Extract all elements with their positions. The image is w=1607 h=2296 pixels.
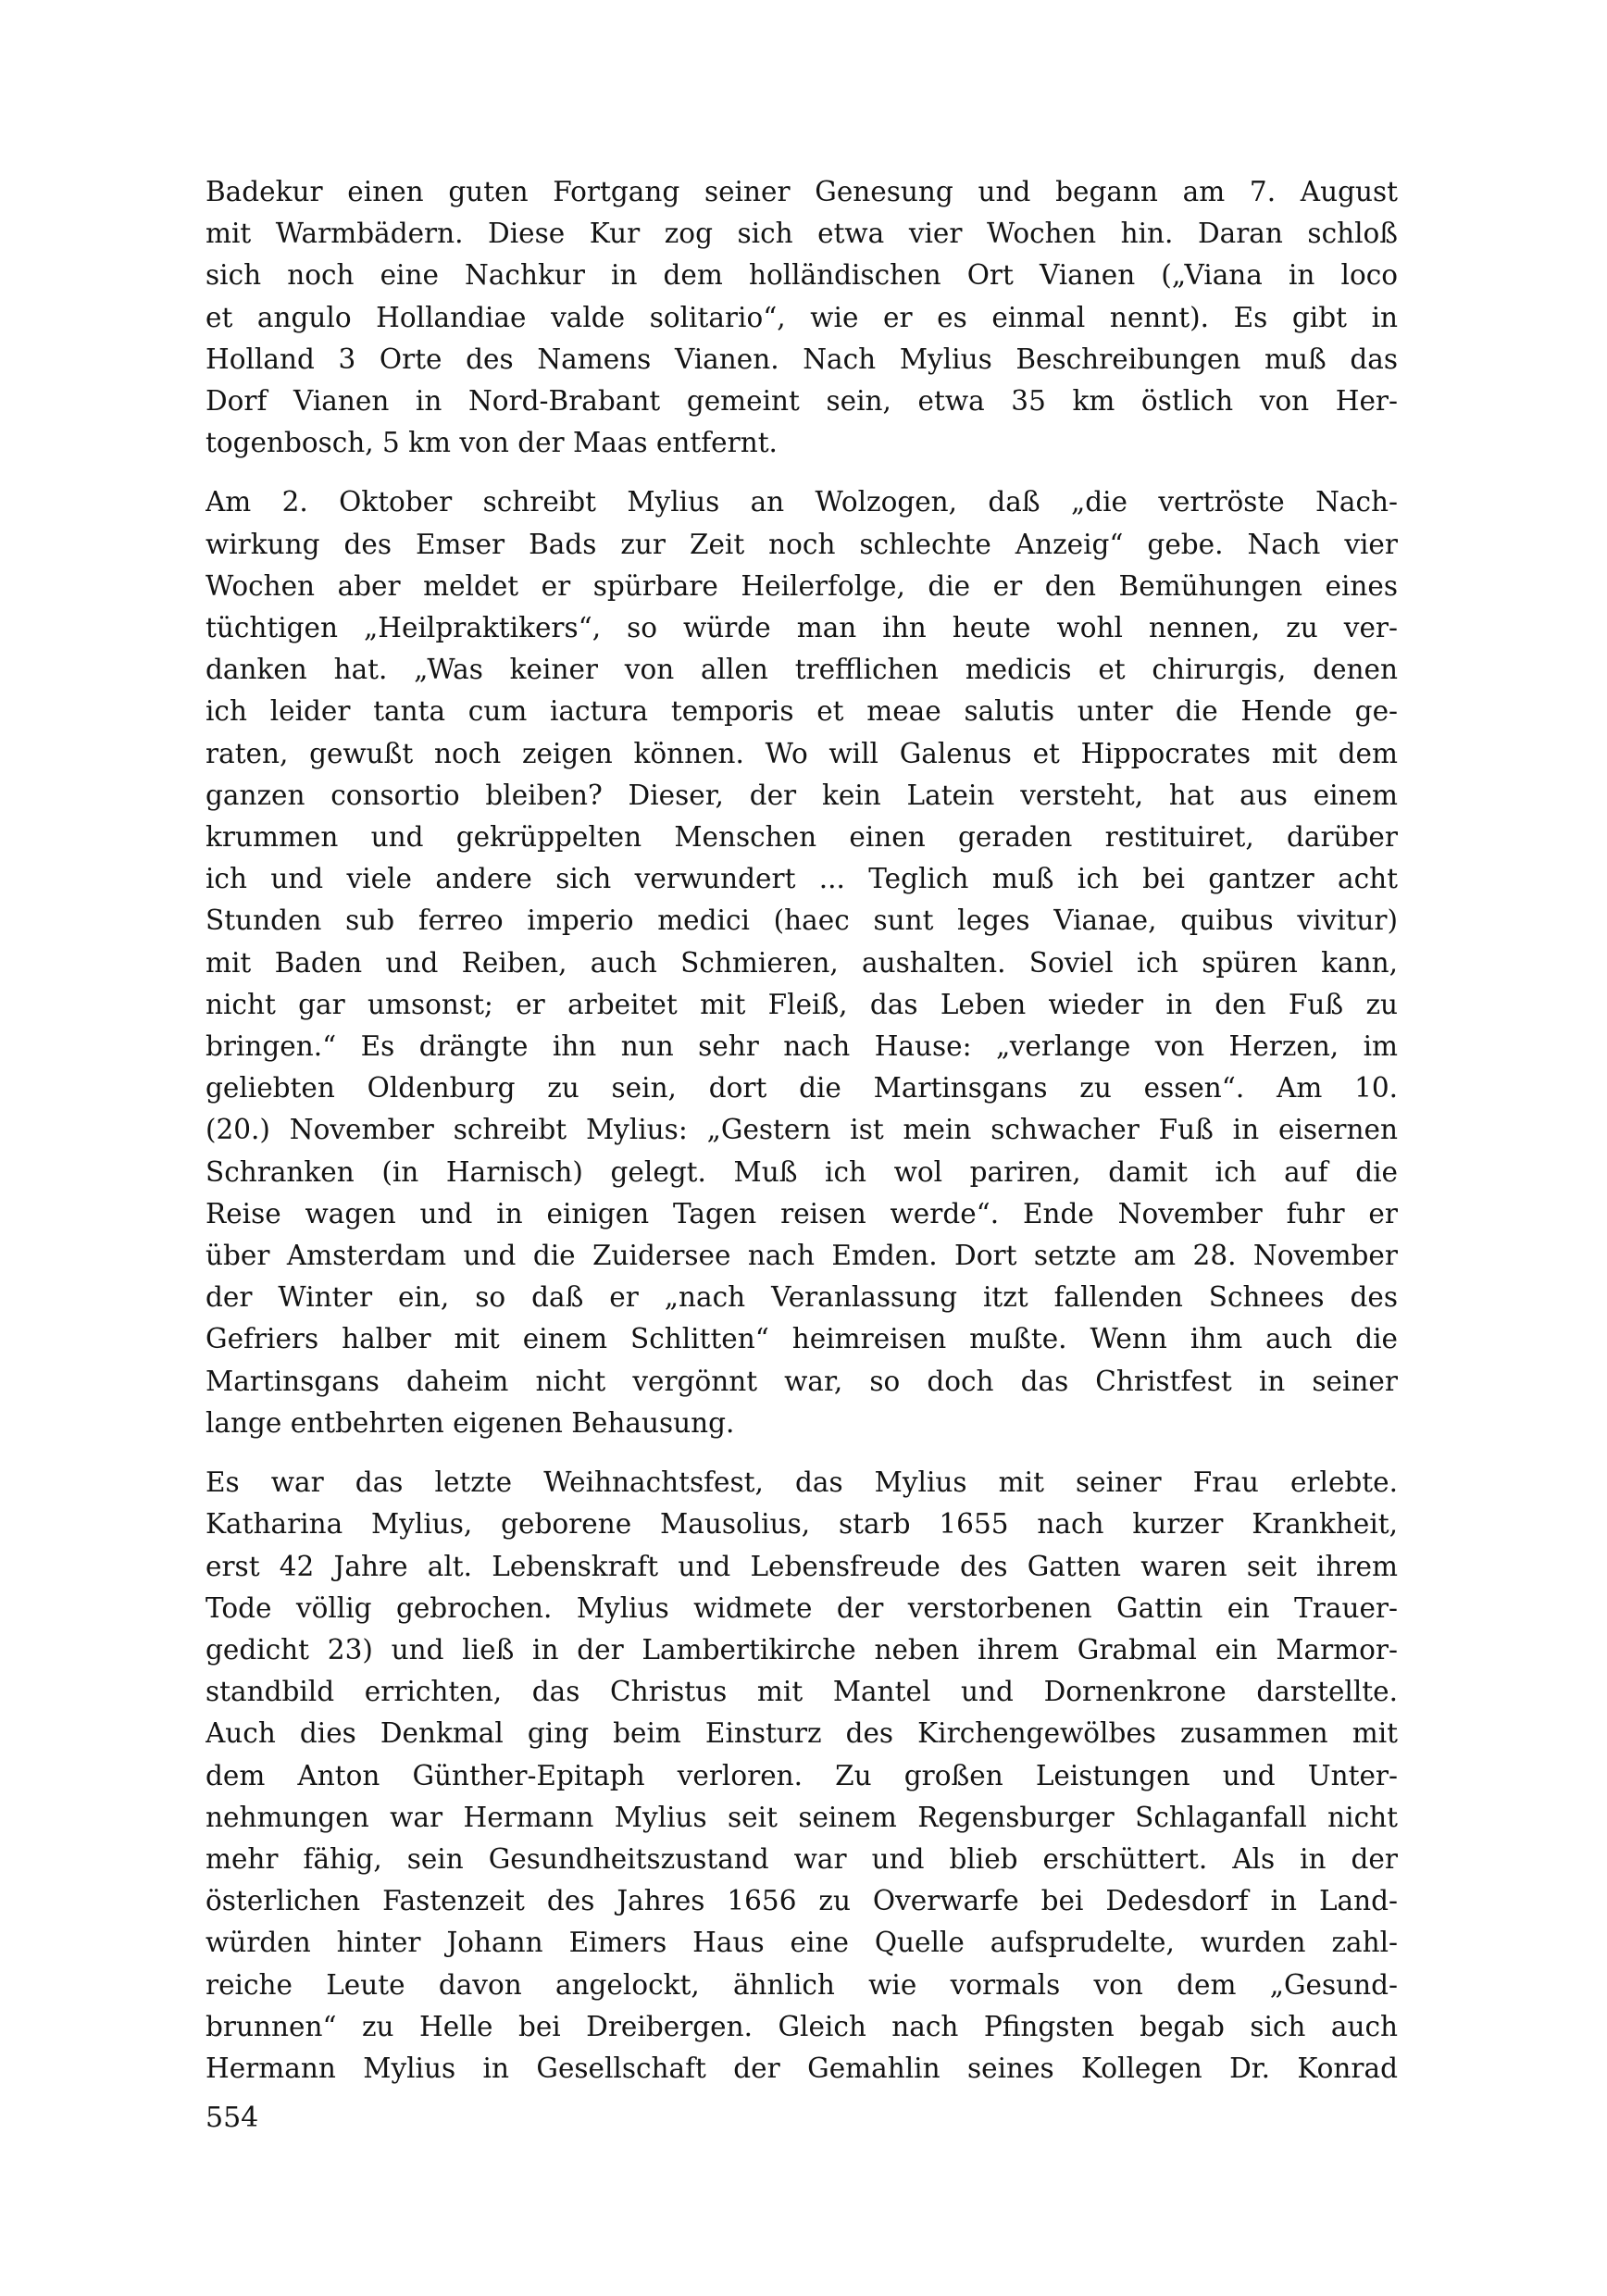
text-line: dem Anton Günther-Epitaph verloren. Zu großen Leistungen und Unter- (206, 1759, 1398, 1791)
text-line: mit Warmbädern. Diese Kur zog sich etwa vier Wochen hin. Daran schloß (206, 218, 1398, 250)
text-line: würden hinter Johann Eimers Haus eine Quelle aufsprudelte, wurden zahl- (206, 1927, 1398, 1959)
paragraph-1 (206, 171, 1398, 464)
text-line: Tode völlig gebrochen. Mylius widmete der verstorbenen Gattin ein Trauer- (206, 1591, 1398, 1624)
text-line: krummen und gekrüppelten Menschen einen geraden restituiret, darüber (206, 821, 1398, 854)
text-line: standbild errichten, das Christus mit Mantel und Dornenkrone darstellte. (206, 1676, 1398, 1708)
text-line: erst 42 Jahre alt. Lebenskraft und Lebensfreude des Gatten waren seit ihrem (206, 1550, 1398, 1582)
text-line: Martinsgans daheim nicht vergönnt war, so doch das Christfest in seiner (206, 1365, 1398, 1397)
text-line: nehmungen war Hermann Mylius seit seinem Regensburger Schlaganfall nicht (206, 1801, 1398, 1833)
text-line: togenbosch, 5 km von der Maas entfernt. (206, 427, 778, 459)
text-line: österlichen Fastenzeit des Jahres 1656 zu Overwarfe bei Dedesdorf in Land- (206, 1885, 1398, 1917)
page-number: 554 (206, 2102, 259, 2134)
text-line: reiche Leute davon angelockt, ähnlich wie vormals von dem „Gesund- (206, 1968, 1398, 2001)
text-line: der Winter ein, so daß er „nach Veranlassung itzt fallenden Schnees des (206, 1281, 1398, 1314)
text-line: geliebten Oldenburg zu sein, dort die Martinsgans zu essen“. Am 10. (206, 1072, 1398, 1104)
text-line: danken hat. „Was keiner von allen trefflichen medicis et chirurgis, denen (206, 654, 1398, 686)
text-line: Stunden sub ferreo imperio medici (haec sunt leges Vianae, quibus vivitur) (206, 905, 1398, 937)
text-line: Schranken (in Harnisch) gelegt. Muß ich wol pariren, damit ich auf die (206, 1155, 1398, 1188)
paragraph-3 (206, 1462, 1398, 2090)
paragraph-2 (206, 481, 1398, 1444)
text-line: Auch dies Denkmal ging beim Einsturz des Kirchengewölbes zusammen mit (206, 1717, 1398, 1750)
text-line: bringen.“ Es drängte ihn nun sehr nach Hause: „verlange von Herzen, im (206, 1030, 1398, 1063)
text-line: Katharina Mylius, geborene Mausolius, starb 1655 nach kurzer Krankheit, (206, 1508, 1398, 1541)
text-line: raten, gewußt noch zeigen können. Wo will Galenus et Hippocrates mit dem (206, 737, 1398, 769)
text-line: Badekur einen guten Fortgang seiner Genesung und begann am 7. August (206, 176, 1398, 207)
text-line: (20.) November schreibt Mylius: „Gestern ist mein schwacher Fuß in eisernen (206, 1114, 1398, 1146)
text-line: Gefriers halber mit einem Schlitten“ heimreisen mußte. Wenn ihm auch die (206, 1323, 1398, 1355)
text-line: mehr fähig, sein Gesundheitszustand war und blieb erschüttert. Als in der (206, 1842, 1398, 1875)
text-line: Wochen aber meldet er spürbare Heilerfolge, die er den Bemühungen eines (206, 569, 1398, 602)
text-line: sich noch eine Nachkur in dem holländischen Ort Vianen („Viana in loco (206, 259, 1398, 292)
text-line: Holland 3 Orte des Namens Vianen. Nach Mylius Beschreibungen muß das (206, 343, 1398, 375)
page-body (206, 171, 1398, 2090)
text-line: nicht gar umsonst; er arbeitet mit Fleiß, das Leben wieder in den Fuß zu (206, 988, 1398, 1020)
text-line: Reise wagen und in einigen Tagen reisen werde“. Ende November fuhr er (206, 1197, 1398, 1229)
text-line: ganzen consortio bleiben? Dieser, der kein Latein versteht, hat aus einem (206, 779, 1398, 811)
text-line: Es war das letzte Weihnachtsfest, das Mylius mit seiner Frau erlebte. (206, 1466, 1398, 1499)
text-line: Hermann Mylius in Gesellschaft der Gemahlin seines Kollegen Dr. Konrad (206, 2052, 1398, 2084)
text-line: brunnen“ zu Helle bei Dreibergen. Gleich nach Pfingsten begab sich auch (206, 2010, 1398, 2042)
text-line: lange entbehrten eigenen Behausung. (206, 1406, 735, 1439)
text-line: tüchtigen „Heilpraktikers“, so würde man ihn heute wohl nennen, zu ver- (206, 612, 1398, 644)
text-line: et angulo Hollandiae valde solitario“, wie er es einmal nennt). Es gibt in (206, 301, 1398, 333)
text-line: mit Baden und Reiben, auch Schmieren, aushalten. Soviel ich spüren kann, (206, 946, 1398, 979)
text-line: Am 2. Oktober schreibt Mylius an Wolzogen, daß „die vertröste Nach- (206, 486, 1398, 518)
text-line: Dorf Vianen in Nord-Brabant gemeint sein, etwa 35 km östlich von Her- (206, 385, 1398, 418)
text-line: wirkung des Emser Bads zur Zeit noch schlechte Anzeig“ gebe. Nach vier (206, 528, 1398, 560)
text-line: über Amsterdam und die Zuidersee nach Emden. Dort setzte am 28. November (206, 1240, 1398, 1272)
text-line: ich und viele andere sich verwundert ... Teglich muß ich bei gantzer acht (206, 863, 1398, 895)
text-line: gedicht 23) und ließ in der Lambertikirche neben ihrem Grabmal ein Marmor- (206, 1633, 1398, 1666)
text-line: ich leider tanta cum iactura temporis et meae salutis unter die Hende ge- (206, 695, 1398, 728)
